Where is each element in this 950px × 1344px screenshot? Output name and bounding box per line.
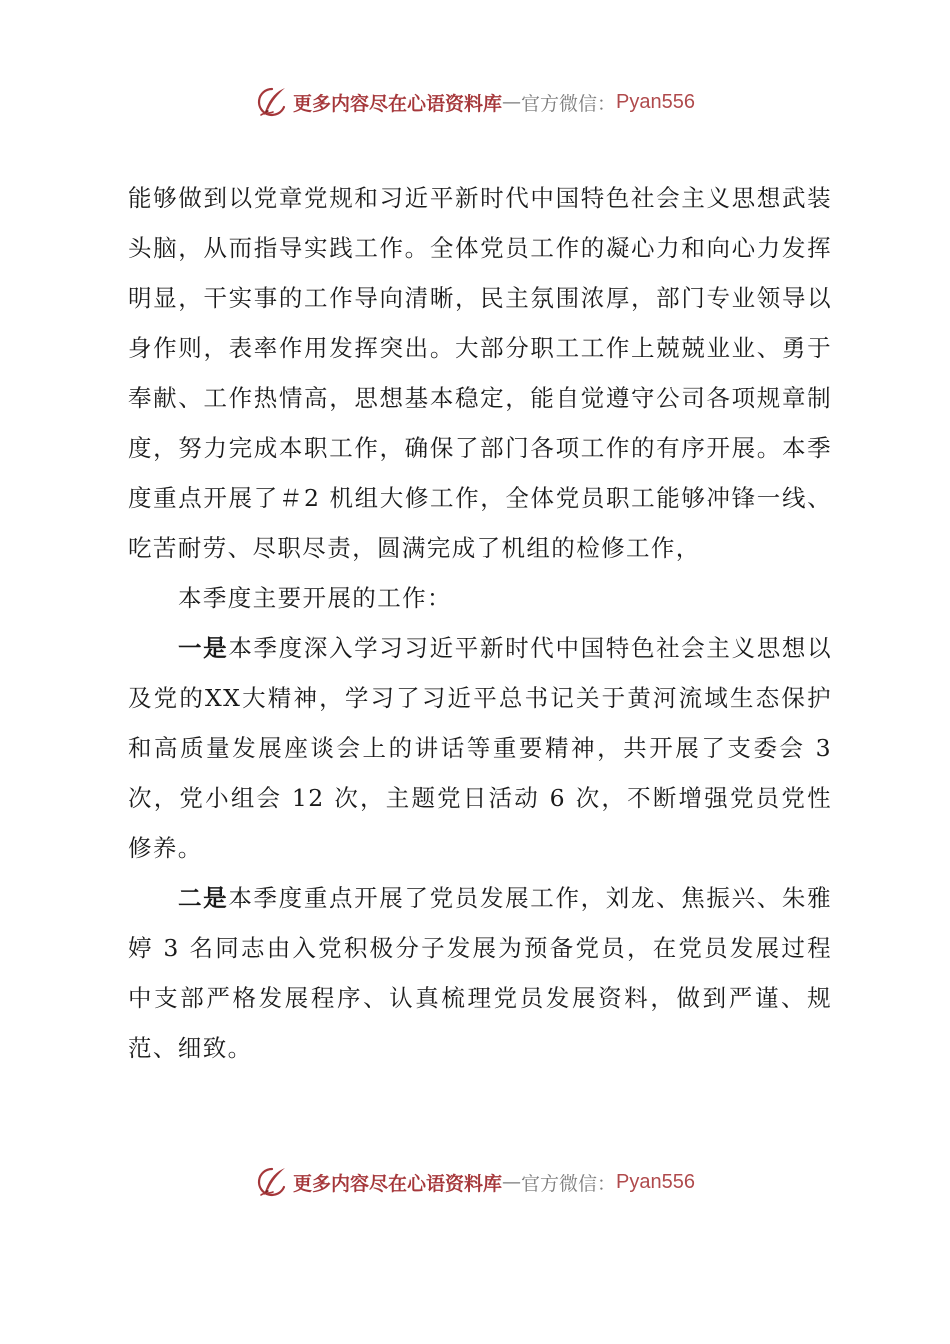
item-two-text: 本季度重点开展了党员发展工作，刘龙、焦振兴、朱雅婷 3 名同志由入党积极分子发展为预备党员，在党员发展过程中支部严格发展程序、认真梳理党员发展资料，做到严谨、规范、细致。 [128,884,832,1062]
banner-wechat-id: Pyan556 [616,1170,695,1193]
banner-wechat-id: Pyan556 [616,90,695,113]
paragraph-work-intro: 本季度主要开展的工作： [178,584,452,612]
banner-separator: — [502,1171,522,1193]
banner-title: 更多内容尽在心语资料库 [293,92,503,115]
item-two-lead: 二是 [178,884,229,912]
quill-pen-circle-icon [255,85,289,119]
paragraph-continuation: 能够做到以党章党规和习近平新时代中国特色社会主义思想武装头脑，从而指导实践工作。全体党员工作的凝心力和向心力发挥明显，干实事的工作导向清晰，民主氛围浓厚，部门专业领导以身作则，表率作用发挥突出。大部分职工工作上兢兢业业、勇于奉献、工作热情高，思想基本稳定，能自觉遵守公司各项规章制度，努力完成本职工作，确保了部门各项工作的有序开展。本季度重点开展了＃2 机组大修工作，全体党员职工能够冲锋一线、吃苦耐劳、尽职尽责，圆满完成了机组的检修工作， [128,184,832,562]
paragraph-item-one [128,623,832,873]
quill-pen-circle-icon [255,1165,289,1199]
footer-banner [0,1164,950,1200]
document-body [128,173,832,1073]
item-one-lead: 一是 [178,634,229,662]
banner-separator: — [502,91,522,113]
item-one-text: 本季度深入学习习近平新时代中国特色社会主义思想以及党的XX大精神，学习了习近平总书记关于黄河流域生态保护和高质量发展座谈会上的讲话等重要精神，共开展了支委会 3 次，党小组会 12 次，主题党日活动 6 次，不断增强党员党性修养。 [128,634,832,862]
banner-title: 更多内容尽在心语资料库 [293,1172,503,1195]
paragraph-item-two [128,873,832,1073]
header-banner [0,84,950,120]
banner-wechat-label: 官方微信： [521,1172,617,1195]
banner-wechat-label: 官方微信： [521,92,617,115]
